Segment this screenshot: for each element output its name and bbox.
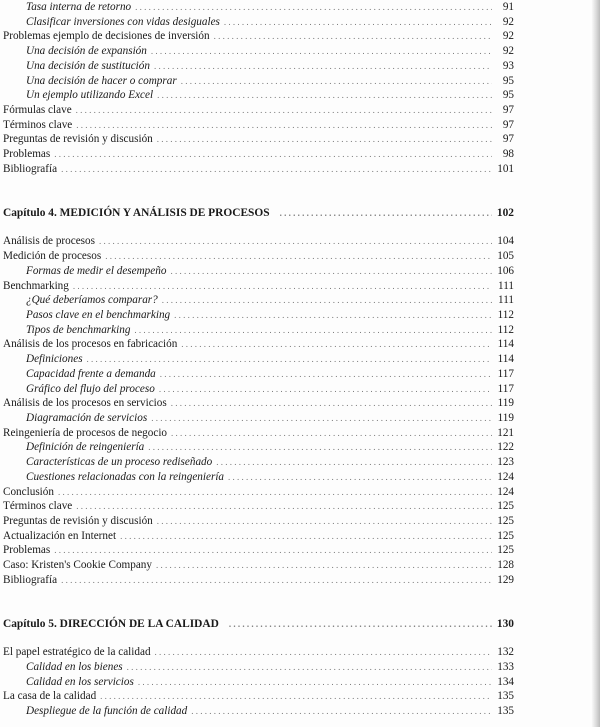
dot-leader [76,118,492,133]
toc-subentry [3,382,514,397]
chapter-heading [3,617,514,632]
dot-leader [154,59,492,74]
page-number: 130 [496,618,514,631]
page-number: 105 [497,250,514,263]
entry-title: Preguntas de revisión y discusión [3,515,153,527]
entry-title: Términos clave [3,500,73,513]
dot-leader [171,396,492,411]
toc-subentry [3,455,514,470]
toc-entry [3,234,514,249]
dot-leader [61,573,492,588]
page-number: 95 [502,74,514,87]
page-number: 117 [497,382,514,395]
toc-entry [3,249,514,264]
page-number: 97 [502,118,514,131]
dot-leader [181,74,492,89]
entry-title: Preguntas de revisión y discusión [3,133,153,146]
page-number: 104 [497,235,514,248]
entry-title: Benchmarking [3,279,69,292]
toc-subentry [3,308,514,323]
entry-title: Una decisión de hacer o comprar [26,74,177,87]
dot-leader [76,499,492,514]
entry-title: Una decisión de expansión [26,45,147,58]
page-number: 93 [502,59,514,72]
entry-title: Conclusión [3,485,54,498]
page-number: 134 [497,675,514,688]
page-number: 92 [502,30,514,43]
entry-title: Términos clave [3,118,73,131]
entry-title: Calidad en los bienes [26,661,123,674]
entry-title: Bibliografía [3,162,58,175]
page-number: 119 [497,397,514,410]
page-number: 125 [497,529,514,542]
page-number: 125 [497,515,514,527]
page-number: 135 [497,690,514,703]
dot-leader [214,29,492,44]
page-number: 124 [497,470,514,483]
page-number: 125 [497,500,514,513]
entry-title: Formas de medir el desempeño [26,264,167,277]
entry-title: Capítulo 4. MEDICIÓN Y ANÁLISIS DE PROCESOS [3,207,270,220]
page-number: 122 [497,441,514,454]
toc-entry [3,514,514,529]
dot-leader [73,279,492,294]
page-number: 129 [497,573,514,586]
toc-entry [3,396,514,411]
toc-subentry [3,74,514,89]
toc-entry [3,529,514,544]
page-number: 123 [497,456,514,469]
dot-leader [100,689,492,704]
toc-entry [3,558,514,573]
entry-title: La casa de la calidad [3,690,97,703]
page-number: 111 [498,294,514,307]
page-number: 135 [497,705,514,718]
entry-title: Capacidad frente a demanda [26,367,156,380]
dot-leader [191,704,492,719]
entry-title: Medición de procesos [3,250,102,263]
toc-subentry [3,264,514,279]
entry-title: Definición de reingeniería [26,441,145,454]
toc-entry [3,118,514,133]
dot-leader [54,147,492,162]
entry-title: Tipos de benchmarking [26,323,131,336]
page-number: 111 [498,279,514,292]
page-number: 101 [497,162,514,175]
dot-leader [181,337,492,352]
toc-entry [3,485,514,500]
dot-leader [280,206,492,221]
toc-entry [3,499,514,514]
toc-subentry [3,44,514,59]
toc-subentry [3,367,514,382]
toc-subentry [3,675,514,690]
page-number: 114 [497,338,514,351]
toc-subentry [3,0,514,15]
toc-entry [3,29,514,44]
dot-leader [148,440,492,455]
entry-title: Capítulo 5. DIRECCIÓN DE LA CALIDAD [3,618,219,631]
entry-title: ¿Qué deberíamos comparar? [26,294,158,307]
toc-subentry [3,88,514,103]
entry-title: Análisis de procesos [3,235,95,248]
entry-title: Bibliografía [3,573,58,586]
dot-leader [58,485,492,500]
page-number: 132 [497,646,514,659]
entry-title: Clasificar inversiones con vidas desiguales [26,15,220,28]
toc-subentry [3,411,514,426]
entry-title: Pasos clave en el benchmarking [26,308,171,321]
dot-leader [127,660,492,675]
dot-leader [151,411,492,426]
dot-leader [174,308,492,323]
toc-subentry [3,704,514,719]
entry-title: Reingeniería de procesos de negocio [3,426,168,439]
page-number: 92 [502,15,514,28]
toc-entry [3,279,514,294]
dot-leader [151,44,492,59]
dot-leader [54,543,492,558]
page-number: 125 [497,544,514,557]
page-number: 119 [497,411,514,424]
dot-leader [170,264,492,279]
dot-leader [61,162,492,177]
dot-leader [105,249,492,264]
page-number: 95 [502,89,514,102]
toc-entry [3,543,514,558]
dot-leader [171,426,492,441]
toc-subentry [3,59,514,74]
page-number: 112 [497,323,514,336]
toc-entry [3,426,514,441]
toc-subentry [3,293,514,308]
dot-leader [134,323,492,338]
toc-subentry [3,440,514,455]
toc-subentry [3,352,514,367]
toc-subentry [3,323,514,338]
page-number: 91 [502,1,514,13]
dot-leader [157,88,492,103]
entry-title: Cuestiones relacionadas con la reingeniería [26,470,225,483]
toc-subentry [3,660,514,675]
page-binding-edge [591,0,600,727]
dot-leader [99,234,492,249]
page-number: 128 [497,559,514,572]
dot-leader [87,352,492,367]
entry-title: Gráfico del flujo del proceso [26,382,155,395]
toc-entry [3,132,514,147]
toc-entry [3,162,514,177]
dot-leader [216,455,492,470]
chapter-heading [3,206,514,221]
page-number: 102 [496,207,514,220]
entry-title: Tasa interna de retorno [26,1,132,13]
page-number: 97 [502,133,514,146]
toc-entry [3,147,514,162]
dot-leader [155,645,492,660]
entry-title: Análisis de los procesos en servicios [3,397,167,410]
toc-entry [3,689,514,704]
entry-title: Una decisión de sustitución [26,59,150,72]
dot-leader [120,529,492,544]
dot-leader [224,15,492,30]
toc-subentry [3,15,514,30]
dot-leader [138,675,492,690]
dot-leader [157,514,492,529]
page-number: 112 [497,308,514,321]
dot-leader [76,103,492,118]
page-number: 133 [497,661,514,674]
table-of-contents [3,0,514,719]
dot-leader [228,470,492,485]
entry-title: Despliegue de la función de calidad [26,705,188,718]
entry-title: Problemas [3,148,51,161]
dot-leader [229,617,492,632]
entry-title: Caso: Kristen's Cookie Company [3,559,152,572]
page-number: 92 [502,45,514,58]
entry-title: Definiciones [26,353,83,366]
page-number: 124 [497,485,514,498]
entry-title: Actualización en Internet [3,529,117,542]
toc-subentry [3,470,514,485]
dot-leader [135,0,492,15]
toc-entry [3,103,514,118]
page-number: 121 [497,426,514,439]
dot-leader [156,558,492,573]
entry-title: Diagramación de servicios [26,411,148,424]
entry-title: Problemas [3,544,51,557]
page-number: 106 [497,264,514,277]
page-number: 98 [502,148,514,161]
dot-leader [159,382,492,397]
toc-entry [3,337,514,352]
dot-leader [157,132,492,147]
page-number: 117 [497,367,514,380]
toc-entry [3,645,514,660]
entry-title: Análisis de los procesos en fabricación [3,338,178,351]
entry-title: Problemas ejemplo de decisiones de inversión [3,30,210,43]
page-number: 114 [497,353,514,366]
dot-leader [162,293,492,308]
toc-entry [3,573,514,588]
entry-title: Características de un proceso rediseñado [26,456,213,469]
entry-title: Fórmulas clave [3,104,72,117]
entry-title: Calidad en los servicios [26,675,134,688]
entry-title: Un ejemplo utilizando Excel [26,89,154,102]
page-number: 97 [502,104,514,117]
dot-leader [160,367,492,382]
entry-title: El papel estratégico de la calidad [3,646,151,659]
